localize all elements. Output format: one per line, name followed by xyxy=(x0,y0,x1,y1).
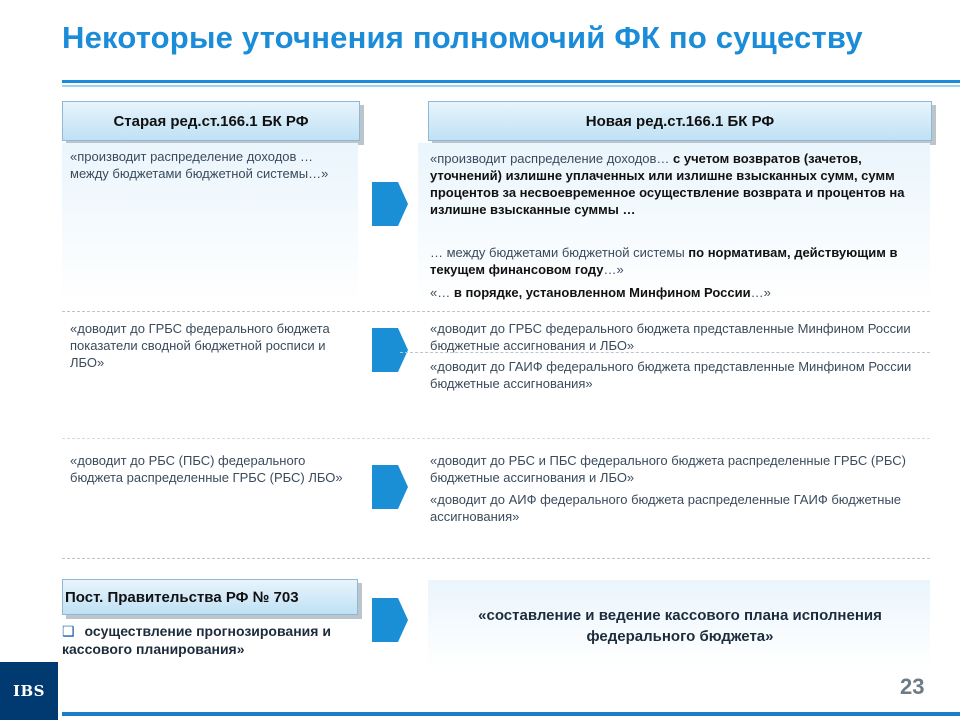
title-divider xyxy=(62,80,960,83)
row1-new-text-2 xyxy=(430,244,925,278)
old-edition-header: Старая ред.ст.166.1 БК РФ xyxy=(62,101,360,141)
row1-new-text-2-bold: по нормативам, действующим в текущем финансовом году xyxy=(430,245,898,277)
row1-new-text-2-tail: …» xyxy=(603,262,624,277)
decree-header-label: Пост. Правительства РФ № 703 xyxy=(65,588,299,606)
row1-new-text-3-plain: «… xyxy=(430,285,454,300)
title-divider-light xyxy=(62,85,960,87)
row1-old-text: «производит распределение доходов … между бюджетами бюджетной системы…» xyxy=(70,149,329,181)
checkbox-bullet-icon: ❑ xyxy=(62,623,75,639)
row2-arrow-icon xyxy=(372,310,408,390)
row-separator-3 xyxy=(62,558,930,559)
bottom-new-text: «составление и ведение кассового плана исполнения федерального бюджета» xyxy=(478,607,882,645)
row1-new-text-2-plain: … между бюджетами бюджетной системы xyxy=(430,245,689,260)
row3-old-text: «доводит до РБС (ПБС) федерального бюджета распределенные ГРБС (РБС) ЛБО» xyxy=(70,453,343,485)
row1-new-text-1-plain: «производит распределение доходов… xyxy=(430,151,674,166)
row1-new-text-3 xyxy=(430,284,925,301)
row1-new-text-3-tail: …» xyxy=(750,285,771,300)
page-number: 23 xyxy=(900,674,925,699)
row1-new-text-1 xyxy=(430,150,925,218)
row2-inner-separator xyxy=(400,352,930,353)
row1-new-text-1-bold: с учетом возвратов (зачетов, уточнений) излишне уплаченных или излишне взысканных сумм, сумм процентов за несвоевременное осуществление возврата и процентов на излишне взысканные суммы … xyxy=(430,151,905,217)
ibs-logo: IBS xyxy=(0,662,58,720)
decree-header xyxy=(62,579,358,615)
row2-new-text-2: «доводит до ГАИФ федерального бюджета представленные Минфином России бюджетные ассигнования» xyxy=(430,359,912,391)
row-separator-1 xyxy=(62,311,930,312)
page-title: Некоторые уточнения полномочий ФК по существу xyxy=(62,20,863,55)
decree-text-body: осуществление прогнозирования и кассового планирования» xyxy=(62,623,331,657)
row-separator-2 xyxy=(62,438,930,439)
new-edition-header: Новая ред.ст.166.1 БК РФ xyxy=(428,101,932,141)
bottom-arrow-icon xyxy=(372,580,408,660)
row3-arrow-icon xyxy=(372,447,408,527)
row2-new-text-1: «доводит до ГРБС федерального бюджета представленные Минфином России бюджетные ассигнования и ЛБО» xyxy=(430,321,911,353)
row1-new-text-3-bold: в порядке, установленном Минфином России xyxy=(453,285,751,300)
row3-new-text-2: «доводит до АИФ федерального бюджета распределенные ГАИФ бюджетные ассигнования» xyxy=(430,492,902,524)
row2-old-text: «доводит до ГРБС федерального бюджета показатели сводной бюджетной росписи и ЛБО» xyxy=(70,321,330,370)
footer-rule xyxy=(62,712,960,716)
row1-arrow-icon xyxy=(372,164,408,244)
row3-new-text-1: «доводит до РБС и ПБС федерального бюджета распределенные ГРБС (РБС) бюджетные ассигнования и ЛБО» xyxy=(430,453,906,485)
decree-text xyxy=(62,622,362,658)
